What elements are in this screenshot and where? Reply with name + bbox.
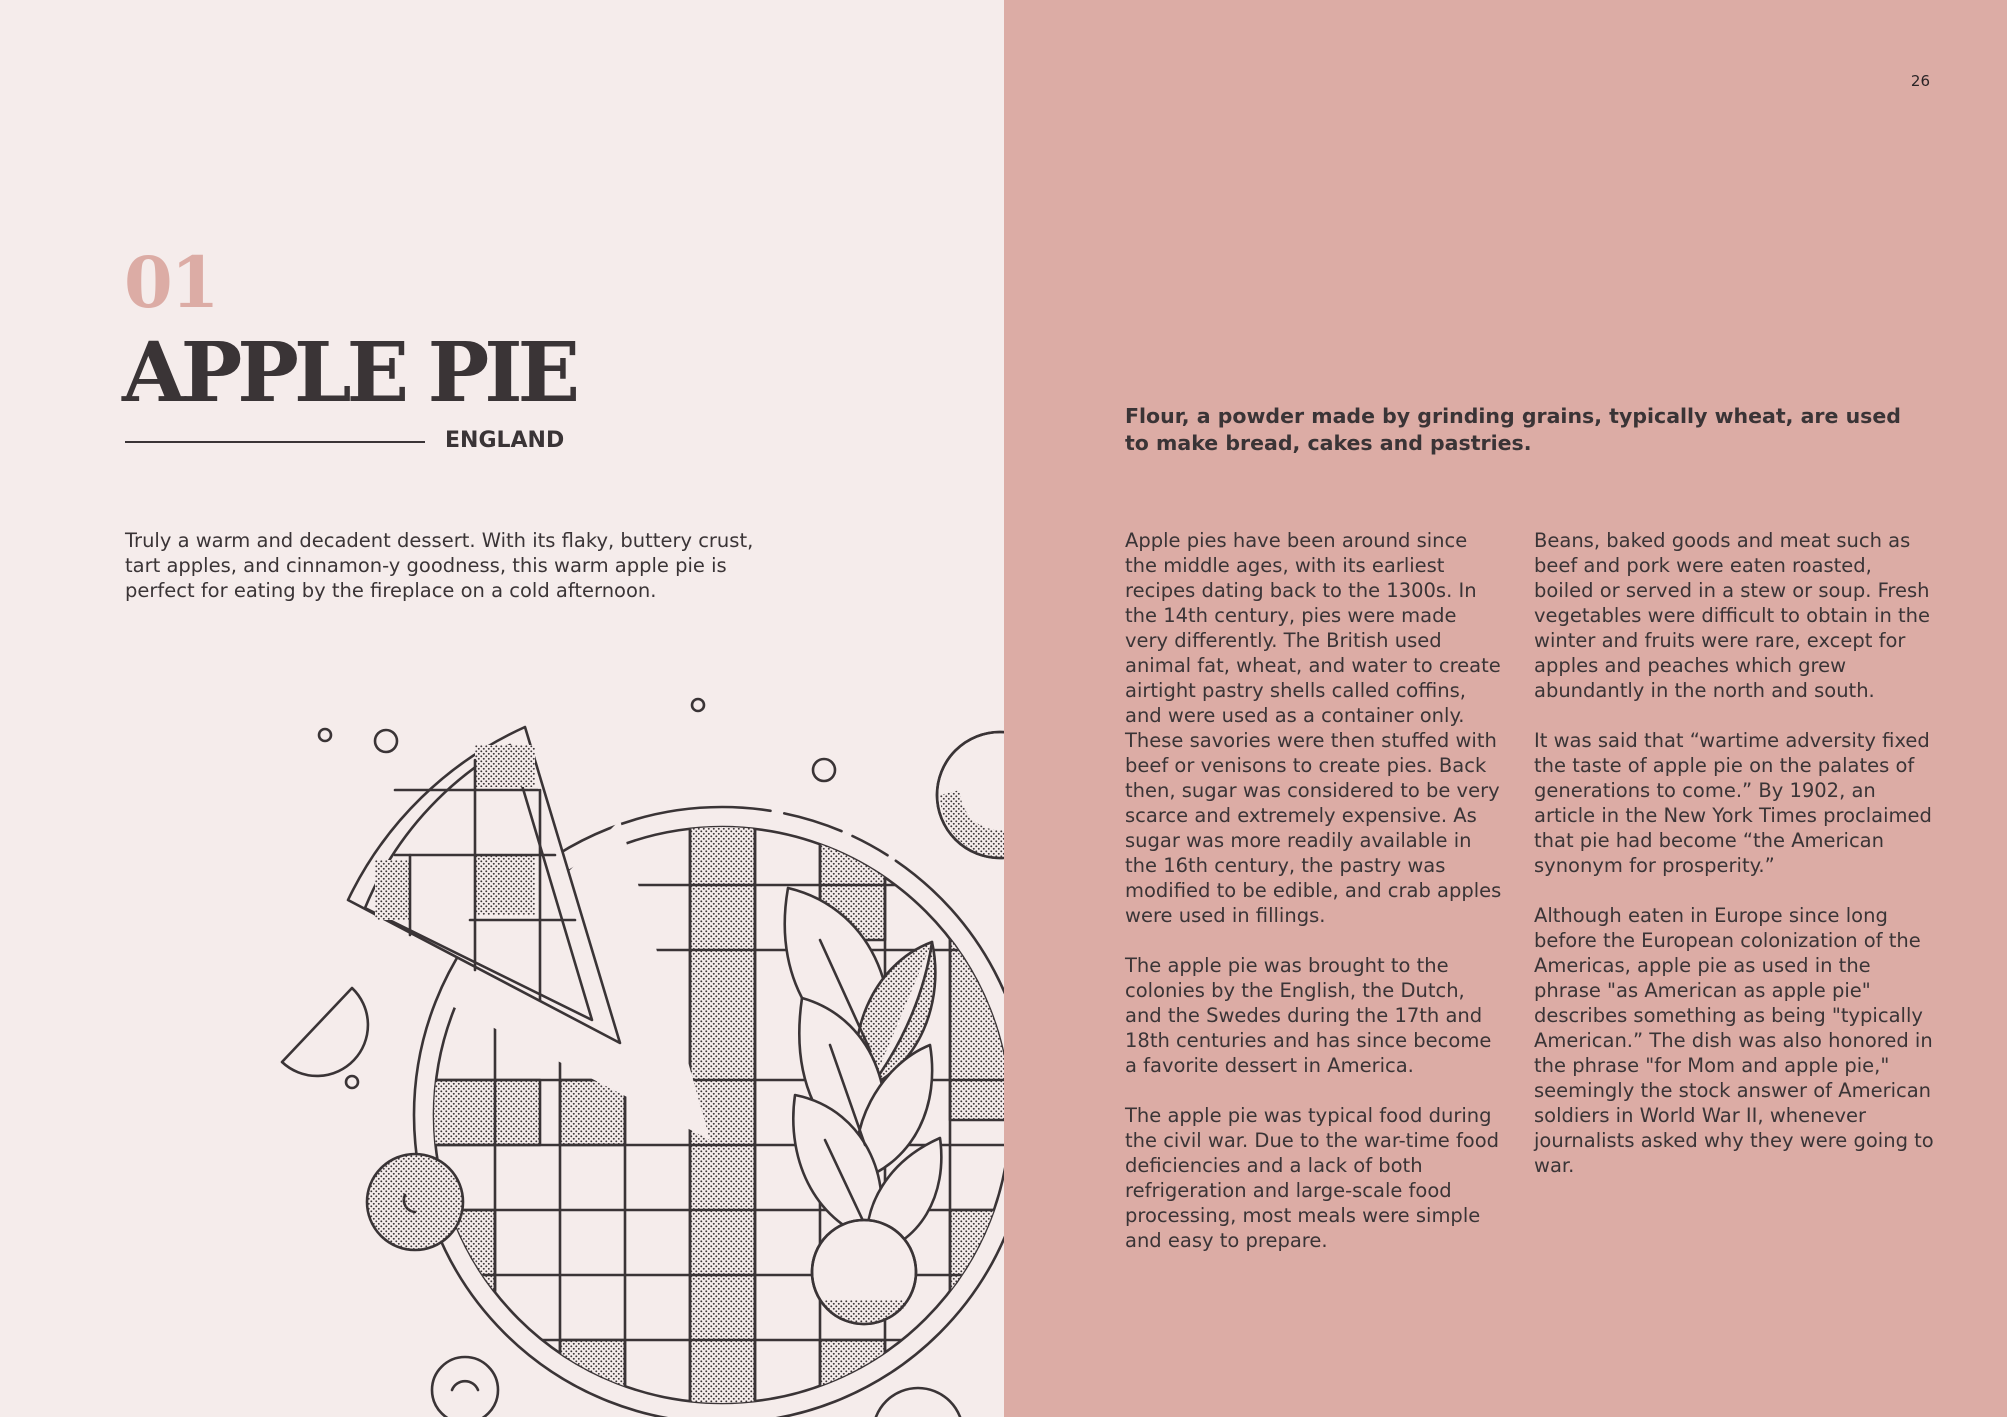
lead-paragraph: Flour, a powder made by grinding grains, typically wheat, are used to make bread, cakes and pastries.: [1125, 404, 1901, 455]
text-column-2: [1534, 528, 1934, 1203]
recipe-country: ENGLAND: [445, 428, 565, 453]
column-2-paragraph: Beans, baked goods and meat such as beef and pork were eaten roasted, boiled or served in a stew or soup. Fresh vegetables were difficult to obtain in the winter and fruits were rare, except for apples and peaches which grew abundantly in the north and south.: [1534, 529, 1931, 702]
column-2-paragraph: Although eaten in Europe since long before the European colonization of the Americas, apple pie as used in the phrase "as American as apple pie" describes something as being "typically American.” The dish was also honored in the phrase "for Mom and apple pie," seemingly the stock answer of American soldiers in World War II, whenever journalists asked why they were going to war.: [1534, 904, 1934, 1177]
column-2-paragraph: It was said that “wartime adversity fixed the taste of apple pie on the palates of generations to come.” By 1902, an article in the New York Times proclaimed that pie had become “the American synonym for prosperity.”: [1534, 729, 1932, 877]
text-column-1: [1125, 528, 1505, 1278]
page-number: 26: [1910, 72, 1930, 90]
recipe-number: 01: [124, 241, 218, 324]
column-1-paragraph: Apple pies have been around since the middle ages, with its earliest recipes dating back to the 1300s. In the 14th century, pies were made very differently. The British used animal fat, wheat, and water to create airtight pastry shells called coffins, and were used as a container only. These savories were then stuffed with beef or venisons to create pies. Back then, sugar was considered to be very scarce and extremely expensive. As sugar was more readily available in the 16th century, the pastry was modified to be edible, and crab apples were used in fillings.: [1125, 529, 1502, 927]
column-1-paragraph: The apple pie was typical food during the civil war. Due to the war-time food deficiencies and a lack of both refrigeration and large-scale food processing, most meals were simple and easy to prepare.: [1125, 1104, 1500, 1252]
column-1-paragraph: The apple pie was brought to the colonies by the English, the Dutch, and the Swedes during the 17th and 18th centuries and has since become a favorite dessert in America.: [1125, 954, 1492, 1077]
recipe-title: APPLE PIE: [122, 325, 576, 421]
recipe-intro: Truly a warm and decadent dessert. With its flaky, buttery crust, tart apples, and cinnamon-y goodness, this warm apple pie is perfect for eating by the fireplace on a cold afternoon.: [125, 529, 754, 602]
